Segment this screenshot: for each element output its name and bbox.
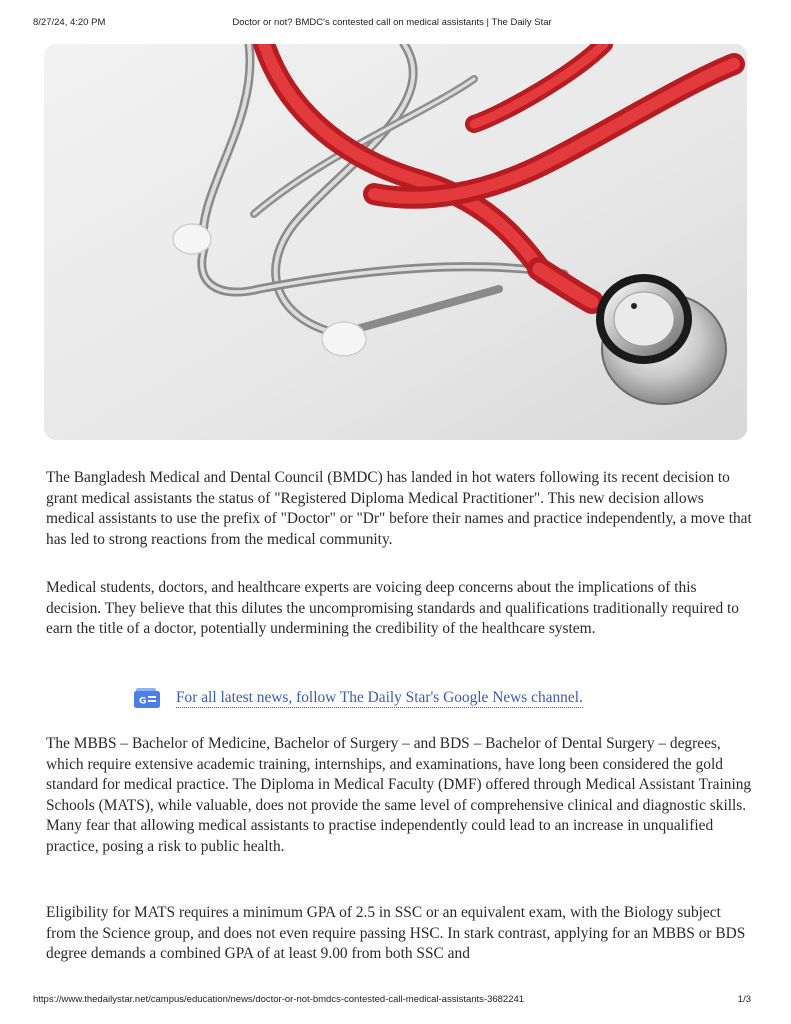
print-page-number: 1/3: [737, 994, 751, 1005]
print-header: [33, 17, 751, 31]
article-paragraph: Medical students, doctors, and healthcare experts are voicing deep concerns about the implications of this decision. They believe that this dilutes the uncompromising standards and qualifications traditionally required to earn the title of a doctor, potentially undermining the credibility of the healthcare system.: [46, 579, 739, 637]
print-footer: [33, 994, 751, 1008]
print-url: https://www.thedailystar.net/campus/education/news/doctor-or-not-bmdcs-contested-call-medical-assistants-3682241: [33, 994, 525, 1005]
hero-image: [44, 44, 747, 440]
google-news-promo[interactable]: [134, 686, 583, 710]
print-datetime: 8/27/24, 4:20 PM: [33, 17, 106, 28]
article-paragraph: Eligibility for MATS requires a minimum GPA of 2.5 in SSC or an equivalent exam, with the Biology subject from the Science group, and does not even require passing HSC. In stark contrast, applying for an MBBS or BDS degree demands a combined GPA of at least 9.00 from both SSC and: [46, 904, 746, 962]
svg-text:G: G: [139, 696, 147, 707]
stethoscope-illustration: [44, 44, 747, 440]
google-news-icon: [134, 687, 160, 709]
article-paragraph: The Bangladesh Medical and Dental Council (BMDC) has landed in hot waters following its recent decision to grant medical assistants the status of "Registered Diploma Medical Practitioner". This new decision allows medical assistants to use the prefix of "Doctor" or "Dr" before their names and practice independently, a move that has led to strong reactions from the medical community.: [46, 469, 752, 548]
article-paragraph: The MBBS – Bachelor of Medicine, Bachelor of Surgery – and BDS – Bachelor of Dental Surgery – degrees, which require extensive academic training, internships, and examinations, have long been considered the gold standard for medical practice. The Diploma in Medical Faculty (DMF) offered through Medical Assistant Training Schools (MATS), while valuable, does not provide the same level of comprehensive clinical and diagnostic skills. Many fear that allowing medical assistants to practise independently could lead to an increase in unqualified practice, posing a risk to public health.: [46, 735, 752, 855]
print-page-title: Doctor or not? BMDC's contested call on medical assistants | The Daily Star: [232, 17, 552, 28]
google-news-link[interactable]: For all latest news, follow The Daily Star's Google News channel.: [176, 688, 583, 706]
